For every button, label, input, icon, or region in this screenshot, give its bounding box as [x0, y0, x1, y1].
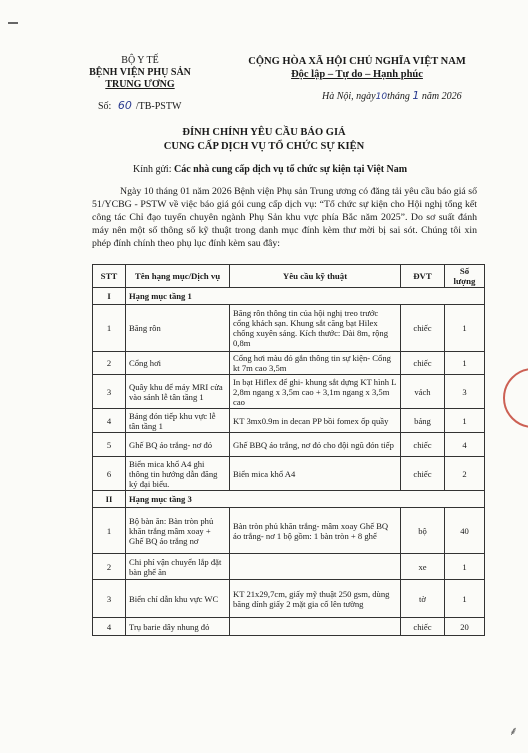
header-stt: STT [93, 265, 126, 288]
row-qty: 40 [445, 508, 485, 554]
table-row [93, 618, 485, 636]
date-prefix: Hà Nội, ngày [322, 91, 376, 102]
row-item-name: Bảng đón tiếp khu vực lễ tân tầng 1 [126, 409, 230, 433]
row-qty: 3 [445, 375, 485, 409]
row-unit: xe [401, 554, 445, 580]
row-spec: In bạt Hiflex để ghi- khung sắt dựng KT hình L 2,8m ngang x 3,5m cao + 3,1m ngang x 3,5m cao [230, 375, 401, 409]
row-unit: bộ [401, 508, 445, 554]
row-spec: Bàn tròn phủ khăn trắng- mâm xoay Ghế BQ áo trắng- nơ 1 bộ gồm: 1 bàn tròn + 8 ghế [230, 508, 401, 554]
section-number: II [93, 491, 126, 508]
row-item-name: Trụ barie dây nhung đỏ [126, 618, 230, 636]
row-item-name: Băng rôn [126, 305, 230, 352]
section-number: I [93, 288, 126, 305]
header-unit: ĐVT [401, 265, 445, 288]
row-item-name: Bộ bàn ăn: Bàn tròn phủ khăn trắng mâm xoay + Ghế BQ áo trắng nơ [126, 508, 230, 554]
row-qty: 20 [445, 618, 485, 636]
row-qty: 4 [445, 433, 485, 457]
hospital-name-line2: TRUNG ƯƠNG [105, 79, 175, 90]
row-stt: 3 [93, 375, 126, 409]
row-unit: chiếc [401, 618, 445, 636]
ministry-name: BỘ Y TẾ [121, 55, 159, 66]
row-unit: chiếc [401, 352, 445, 375]
row-spec: Ghế BBQ áo trắng, nơ đỏ cho đội ngũ đón tiếp [230, 433, 401, 457]
row-item-name: Quây khu để máy MRI cửa vào sảnh lễ tân tầng 1 [126, 375, 230, 409]
date-month-handwritten: 1 [412, 89, 420, 102]
row-stt: 2 [93, 352, 126, 375]
national-motto: Độc lập – Tự do – Hạnh phúc [291, 69, 423, 80]
issue-date [322, 89, 462, 102]
row-stt: 2 [93, 554, 126, 580]
row-stt: 3 [93, 580, 126, 618]
row-stt: 5 [93, 433, 126, 457]
section-name: Hạng mục tầng 1 [126, 288, 485, 305]
row-spec: Băng rôn thông tin của hội nghị treo trước cổng khách sạn. Khung sắt căng bạt Hilex chống xuyên sáng. Kích thước: Dài 8m, rộng 0,8m [230, 305, 401, 352]
recipient-label: Kính gửi: [133, 164, 172, 175]
header-spec: Yêu cầu kỹ thuật [230, 265, 401, 288]
table-row [93, 305, 485, 352]
ref-prefix: Số: [98, 101, 112, 112]
row-qty: 1 [445, 554, 485, 580]
row-unit: bảng [401, 409, 445, 433]
row-stt: 4 [93, 618, 126, 636]
row-item-name: Cổng hơi [126, 352, 230, 375]
row-qty: 1 [445, 580, 485, 618]
body-paragraph [92, 185, 477, 250]
header-qty: Số lượng [445, 265, 485, 288]
table-row [93, 375, 485, 409]
row-unit: chiếc [401, 457, 445, 491]
scan-mark [8, 22, 18, 24]
body-text: Ngày 10 tháng 01 năm 2026 Bệnh viện Phụ sản Trung ương có đăng tải yêu cầu báo giá số 51/YCBG - PSTW về việc báo giá gói cung cấp dịch vụ: “Tổ chức sự kiện cho Hội nghị tổng kết công tác Chỉ đạo tuyến chuyên ngành Phụ Sản khu vực phía Bắc năm 2025”. Do sơ suất đánh máy nên một số thông số kỹ thuật trong danh mục đính kèm thư mời bị sai sót. Chúng tôi xin phép đính chính theo phụ lục đính kèm sau đây: [92, 186, 477, 249]
row-item-name: Biển mica khổ A4 ghi thông tin hướng dẫn đăng ký đại biểu. [126, 457, 230, 491]
signature-mark: ⸙ [508, 724, 518, 738]
reference-number [98, 99, 181, 112]
row-stt: 1 [93, 305, 126, 352]
section-row [93, 288, 485, 305]
row-item-name: Ghế BQ áo trắng- nơ đỏ [126, 433, 230, 457]
row-qty: 1 [445, 352, 485, 375]
issuer-block [60, 55, 220, 91]
table-header-row [93, 265, 485, 288]
row-unit: tờ [401, 580, 445, 618]
hospital-name-line1: BỆNH VIỆN PHỤ SẢN [89, 67, 191, 78]
table-row [93, 554, 485, 580]
row-stt: 6 [93, 457, 126, 491]
row-spec: KT 21x29,7cm, giấy mỹ thuật 250 gsm, dùng băng dính giấy 2 mặt gia cố lên tường [230, 580, 401, 618]
row-unit: chiếc [401, 305, 445, 352]
row-unit: chiếc [401, 433, 445, 457]
date-year: năm 2026 [421, 91, 462, 102]
country-name: CỘNG HÒA XÃ HỘI CHỦ NGHĨA VIỆT NAM [248, 56, 466, 67]
row-qty: 2 [445, 457, 485, 491]
row-stt: 1 [93, 508, 126, 554]
recipient-line [133, 164, 407, 175]
ref-number-handwritten: 60 [117, 99, 132, 112]
document-title-line2: CUNG CẤP DỊCH VỤ TỔ CHỨC SỰ KIỆN [163, 141, 365, 152]
table-row [93, 433, 485, 457]
header-item-name: Tên hạng mục/Dịch vụ [126, 265, 230, 288]
table-row [93, 580, 485, 618]
row-spec: Cổng hơi màu đỏ gắn thông tin sự kiện- Cổng kt 7m cao 3,5m [230, 352, 401, 375]
section-name: Hạng mục tầng 3 [126, 491, 485, 508]
table-row [93, 409, 485, 433]
table-row [93, 457, 485, 491]
date-day-handwritten: 10 [375, 92, 388, 102]
row-unit: vách [401, 375, 445, 409]
row-item-name: Chi phí vận chuyển lắp đặt bàn ghế ăn [126, 554, 230, 580]
row-spec: KT 3mx0.9m in decan PP bồi fomex ốp quầy [230, 409, 401, 433]
date-month-word: tháng [387, 91, 410, 102]
row-spec [230, 554, 401, 580]
items-table [92, 264, 485, 636]
recipient-name: Các nhà cung cấp dịch vụ tổ chức sự kiện tại Việt Nam [173, 164, 408, 175]
row-qty: 1 [445, 409, 485, 433]
table-row [93, 352, 485, 375]
official-stamp [503, 368, 528, 428]
row-stt: 4 [93, 409, 126, 433]
row-spec: Biển mica khổ A4 [230, 457, 401, 491]
section-row [93, 491, 485, 508]
document-title-line1: ĐÍNH CHÍNH YÊU CẦU BÁO GIÁ [182, 127, 346, 138]
ref-suffix: /TB-PSTW [135, 101, 182, 112]
national-heading [232, 55, 482, 81]
row-item-name: Biển chỉ dẫn khu vực WC [126, 580, 230, 618]
row-spec [230, 618, 401, 636]
row-qty: 1 [445, 305, 485, 352]
table-row [93, 508, 485, 554]
